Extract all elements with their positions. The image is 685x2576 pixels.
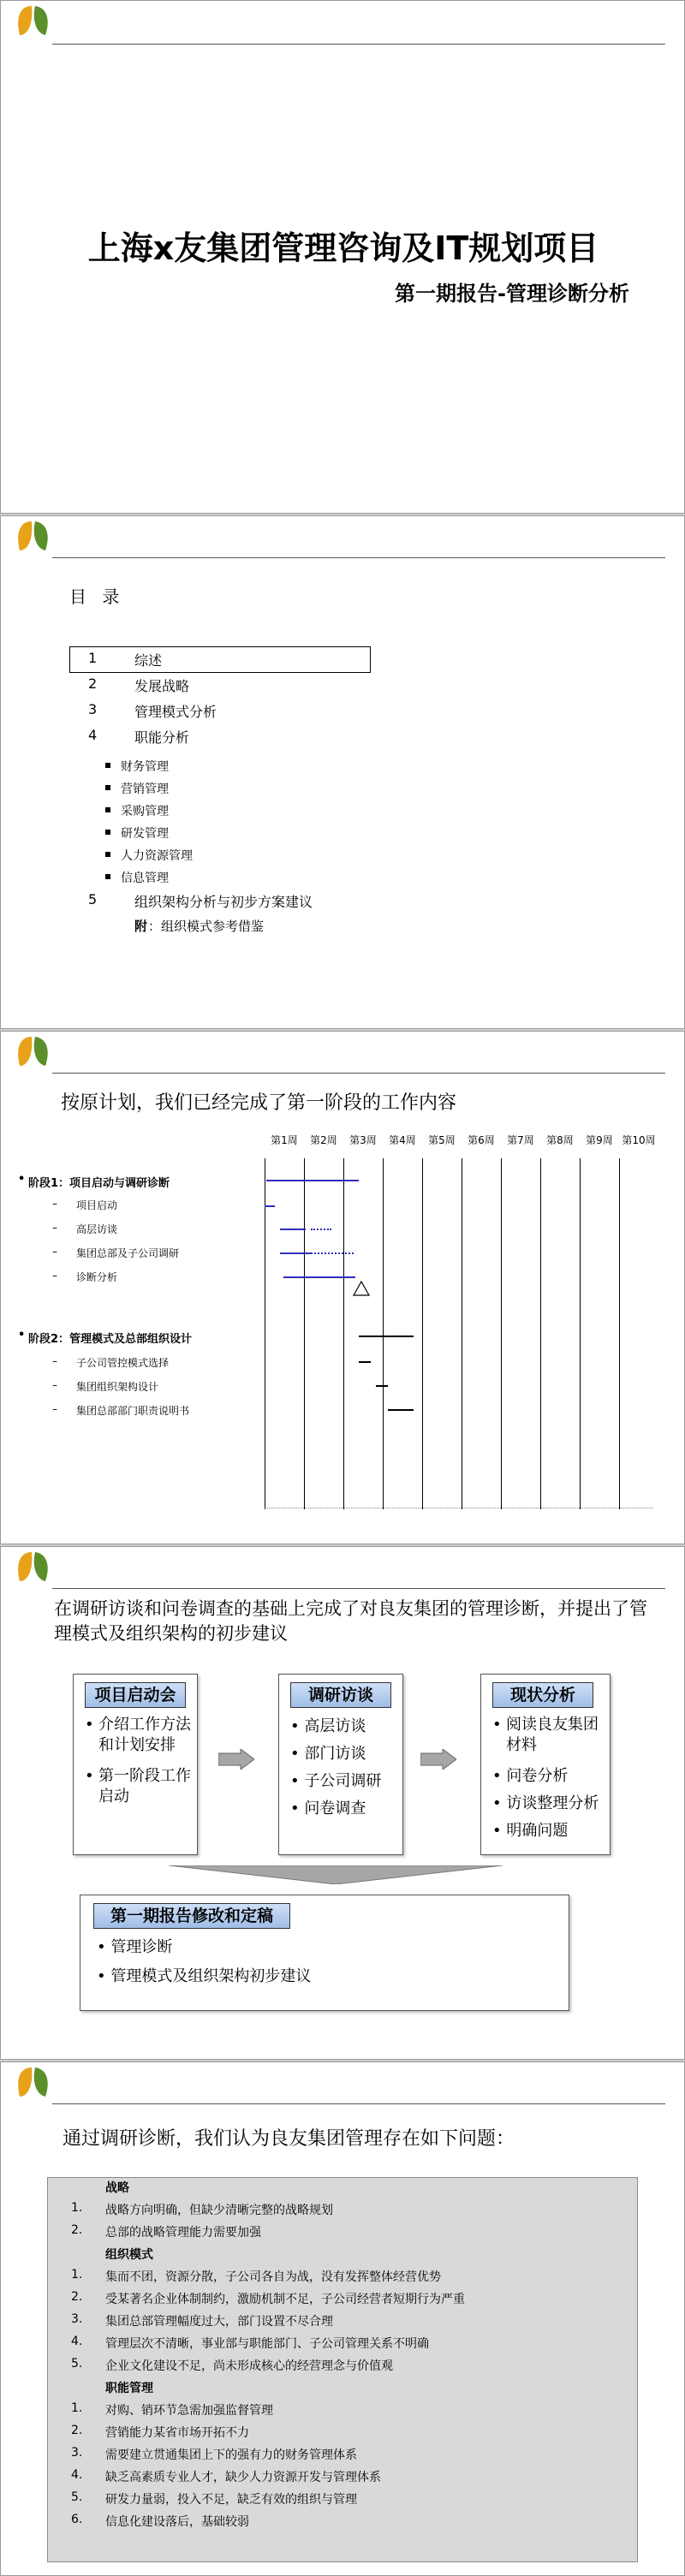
toc-item-number: 3 <box>88 701 98 717</box>
gantt-bar-org-design <box>376 1385 388 1387</box>
issue-text: 集而不团，资源分散，子公司各自为战，没有发挥整体经营优势 <box>105 2270 441 2284</box>
issue-text: 企业文化建设不足，尚未形成核心的经营理念与价值观 <box>105 2359 393 2373</box>
slide-gantt <box>0 1031 685 1544</box>
company-logo-icon <box>11 1 56 44</box>
milestone-triangle-icon <box>352 1280 371 1297</box>
issue-text: 缺乏高素质专业人才，缺少人力资源开发与管理体系 <box>105 2471 381 2484</box>
process-item-text: 子公司调研 <box>304 1772 382 1790</box>
toc-item-number: 2 <box>88 675 98 692</box>
toc-sub-item[interactable]: 人力资源管理 <box>121 847 193 864</box>
gantt-bar-survey <box>280 1252 313 1254</box>
process-item-text: 明确问题 <box>506 1822 569 1840</box>
toc-item-number: 5 <box>88 891 98 907</box>
gantt-bar-phase2 <box>359 1336 414 1337</box>
issue-text: 营销能力某省市场开拓不力 <box>105 2426 249 2440</box>
gantt-bar-interviews-extension <box>311 1229 331 1230</box>
gantt-bar-diagnosis <box>283 1276 355 1278</box>
phase-2-label: • 阶段2：管理模式及总部组织设计 <box>28 1330 192 1346</box>
report-item: • 管理模式及组织架构初步建议 <box>97 1967 312 1985</box>
process-item-text: 高层访谈 <box>304 1717 366 1735</box>
header-rule <box>52 557 665 558</box>
arrow-right-icon <box>218 1749 254 1770</box>
company-logo-icon <box>11 1547 56 1590</box>
week-gridline <box>540 1158 541 1509</box>
process-item: • 高层访谈 <box>290 1717 366 1735</box>
slide-process <box>0 1546 685 2060</box>
issue-item: 4. 管理层次不清晰，事业部与职能部门、子公司管理关系不明确 <box>71 2335 429 2351</box>
issue-item: 3. 需要建立贯通集团上下的强有力的财务管理体系 <box>71 2446 357 2462</box>
process-item: • 问卷分析 <box>492 1767 569 1785</box>
header-rule <box>52 44 665 45</box>
process-box-head: 项目启动会 <box>85 1682 186 1708</box>
arrow-right-icon <box>420 1749 456 1770</box>
toc-item-label: 综述 <box>134 652 163 669</box>
gantt-task: – 集团总部及子公司调研 <box>76 1246 179 1260</box>
week-label: 第10周 <box>622 1134 656 1146</box>
week-gridline <box>304 1158 305 1509</box>
phase-1-label: • 阶段1：项目启动与调研诊断 <box>28 1174 170 1190</box>
process-item-text: 问卷调查 <box>304 1800 366 1817</box>
process-box-head: 调研访谈 <box>290 1682 391 1708</box>
process-item: 第一阶段工作启动 <box>98 1767 191 1806</box>
issue-text: 对购、销环节急需加强监督管理 <box>105 2404 273 2418</box>
toc-sub-item[interactable]: 信息管理 <box>121 869 169 886</box>
issue-text: 战略方向明确，但缺少清晰完整的战略规划 <box>105 2204 333 2217</box>
toc-sub-item[interactable]: 财务管理 <box>121 758 169 775</box>
toc-item-label: 发展战略 <box>134 678 190 694</box>
process-item: 阅读良友集团材料 <box>506 1716 599 1754</box>
process-item: • 子公司调研 <box>290 1772 382 1790</box>
process-box-head: 现状分析 <box>492 1682 593 1708</box>
issue-section-head: 职能管理 <box>105 2382 153 2395</box>
issue-item: 1. 战略方向明确，但缺少清晰完整的战略规划 <box>71 2201 333 2217</box>
issue-item: 2. 总部的战略管理能力需要加强 <box>71 2223 261 2240</box>
process-bullet: • <box>492 1716 502 1734</box>
slide-heading: 在调研访谈和问卷调查的基础上完成了对良友集团的管理诊断，并提出了管理模式及组织架构的初步建议 <box>54 1598 647 1644</box>
issue-item: 4. 缺乏高素质专业人才，缺少人力资源开发与管理体系 <box>71 2468 381 2484</box>
week-label: 第2周 <box>310 1134 337 1146</box>
week-gridline <box>343 1158 344 1509</box>
week-gridline <box>383 1158 384 1509</box>
toc-item-number: 4 <box>88 727 98 743</box>
process-bullet: • <box>85 1716 94 1734</box>
gantt-task: – 诊断分析 <box>76 1270 117 1284</box>
issue-text: 研发力量弱，投入不足，缺乏有效的组织与管理 <box>105 2493 357 2507</box>
process-item: • 访谈整理分析 <box>492 1794 599 1812</box>
issue-item: 6. 信息化建设落后，基础较弱 <box>71 2513 249 2529</box>
process-item: 介绍工作方法和计划安排 <box>98 1716 191 1754</box>
process-item: • 问卷调查 <box>290 1800 366 1817</box>
process-item-text: 部门访谈 <box>304 1745 366 1763</box>
week-gridline <box>580 1158 581 1509</box>
toc-sub-item[interactable]: 研发管理 <box>121 824 169 842</box>
issue-item: 1. 对购、销环节急需加强监督管理 <box>71 2401 273 2418</box>
process-item-text: 访谈整理分析 <box>506 1794 599 1812</box>
issue-text: 总部的战略管理能力需要加强 <box>105 2226 261 2240</box>
company-logo-icon <box>11 516 56 559</box>
process-bullet: • <box>85 1767 94 1785</box>
funnel-chevron-icon <box>169 1865 503 1884</box>
gantt-task: – 高层访谈 <box>76 1222 117 1236</box>
report-box-head: 第一期报告修改和定稿 <box>93 1903 290 1929</box>
week-label: 第8周 <box>546 1134 574 1146</box>
header-rule <box>52 2103 665 2104</box>
report-item-text: 管理模式及组织架构初步建议 <box>110 1967 312 1985</box>
gantt-bar-kickoff <box>265 1205 275 1207</box>
issue-item: 3. 集团总部管理幅度过大，部门设置不尽合理 <box>71 2312 333 2329</box>
report-item: • 管理诊断 <box>97 1938 173 1956</box>
slide-toc <box>0 515 685 1029</box>
week-gridline <box>619 1158 620 1509</box>
week-label: 第5周 <box>428 1134 456 1146</box>
header-rule <box>52 1588 665 1589</box>
week-label: 第9周 <box>586 1134 613 1146</box>
week-label: 第7周 <box>507 1134 534 1146</box>
toc-sub-item[interactable]: 营销管理 <box>121 780 169 797</box>
week-gridline <box>422 1158 423 1509</box>
issue-section-head: 战略 <box>105 2181 129 2195</box>
main-title: 上海x友集团管理咨询及IT规划项目 <box>87 229 599 267</box>
issue-text: 集团总部管理幅度过大，部门设置不尽合理 <box>105 2315 333 2329</box>
toc-appendix-prefix: 附 <box>134 919 148 934</box>
issue-item: 2. 营销能力某省市场开拓不力 <box>71 2424 249 2440</box>
gantt-task: – 项目启动 <box>76 1198 117 1212</box>
company-logo-icon <box>11 2062 56 2105</box>
toc-heading: 目 录 <box>69 586 125 607</box>
toc-item-label: 组织架构分析与初步方案建议 <box>134 894 313 910</box>
sub-title: 第一期报告-管理诊断分析 <box>395 282 629 306</box>
toc-item-label: 职能分析 <box>134 729 190 746</box>
issue-text: 信息化建设落后，基础较弱 <box>105 2515 249 2529</box>
gantt-bar-survey-extension <box>314 1252 354 1254</box>
process-item: • 明确问题 <box>492 1822 569 1840</box>
report-item-text: 管理诊断 <box>110 1938 173 1956</box>
issue-item: 5. 企业文化建设不足，尚未形成核心的经营理念与价值观 <box>71 2357 393 2373</box>
process-item-text: 问卷分析 <box>506 1767 569 1785</box>
slide-heading: 按原计划，我们已经完成了第一阶段的工作内容 <box>61 1092 457 1114</box>
issue-item: 1. 集而不团，资源分散，子公司各自为战，没有发挥整体经营优势 <box>71 2268 441 2284</box>
gantt-task: – 子公司管控模式选择 <box>76 1355 169 1370</box>
issue-text: 管理层次不清晰，事业部与职能部门、子公司管理关系不明确 <box>105 2337 429 2351</box>
slide-heading: 通过调研诊断，我们认为良友集团管理存在如下问题： <box>63 2128 515 2150</box>
toc-current-highlight <box>69 646 371 673</box>
gantt-bar-phase1 <box>266 1180 359 1181</box>
week-label: 第6周 <box>468 1134 495 1146</box>
gantt-bar-control-mode <box>359 1361 371 1363</box>
slide-issues <box>0 2061 685 2576</box>
gantt-task: – 集团总部部门职责说明书 <box>76 1403 189 1418</box>
issue-item: 2. 受某著名企业体制制约，激励机制不足，子公司经营者短期行为严重 <box>71 2290 465 2306</box>
toc-sub-item[interactable]: 采购管理 <box>121 802 169 819</box>
gantt-bar-interviews <box>280 1229 306 1230</box>
process-item: • 部门访谈 <box>290 1745 366 1763</box>
issue-text: 受某著名企业体制制约，激励机制不足，子公司经营者短期行为严重 <box>105 2293 465 2306</box>
gantt-task: – 集团组织架构设计 <box>76 1379 158 1394</box>
issue-item: 5. 研发力量弱，投入不足，缺乏有效的组织与管理 <box>71 2490 357 2507</box>
slide-title <box>0 0 685 514</box>
company-logo-icon <box>11 1032 56 1074</box>
issue-text: 需要建立贯通集团上下的强有力的财务管理体系 <box>105 2448 357 2462</box>
week-label: 第3周 <box>349 1134 377 1146</box>
header-rule <box>52 1073 665 1074</box>
gantt-bar-duties <box>388 1409 414 1411</box>
toc-appendix-label: ：组织模式参考借鉴 <box>148 919 265 934</box>
week-gridline <box>501 1158 502 1509</box>
week-label: 第4周 <box>389 1134 416 1146</box>
issue-section-head: 组织模式 <box>105 2248 153 2262</box>
toc-item-number: 1 <box>88 650 98 666</box>
toc-item-label: 管理模式分析 <box>134 704 217 720</box>
week-label: 第1周 <box>271 1134 298 1146</box>
